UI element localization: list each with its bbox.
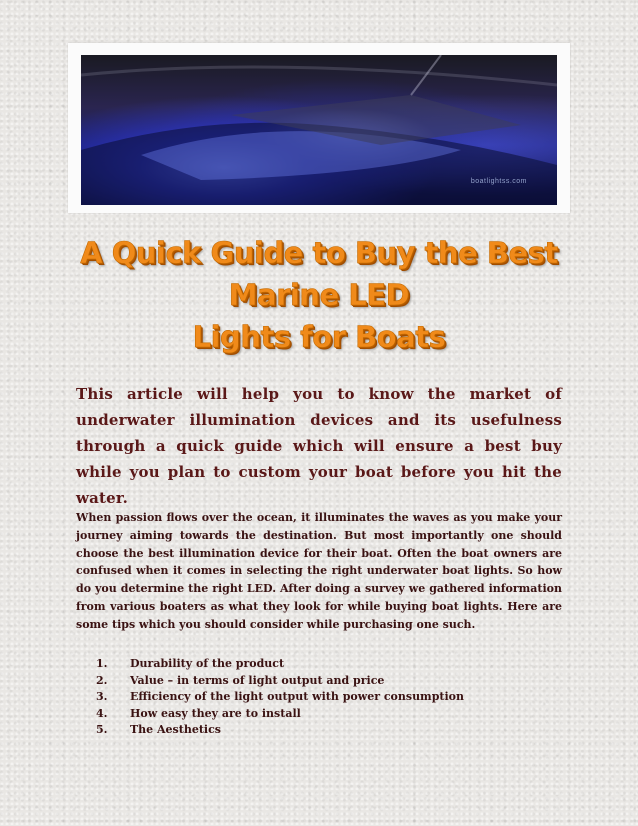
list-item-text: Durability of the product (130, 657, 285, 670)
list-item (96, 722, 464, 739)
list-item (96, 689, 464, 706)
list-item-number: 5. (96, 723, 108, 736)
list-item (96, 673, 464, 690)
body-paragraph: When passion flows over the ocean, it illuminates the waves as you make your journey aiming towards the destination. But most importantly one should choose the best illumination device for their boat. Often the boat owners are confused when it comes in selecting the right underwater boat lights. So how do you determine the right LED. After doing a survey we gathered information from various boaters as what they look for while buying boat lights. Here are some tips which you should consider while purchasing one such. (76, 511, 562, 631)
list-item-number: 1. (96, 657, 108, 670)
list-item-text: Value – in terms of light output and price (130, 673, 385, 687)
list-item-number: 4. (96, 706, 108, 720)
photo-watermark: boatlightss.com (470, 178, 527, 185)
tips-list (96, 656, 464, 739)
list-item-text: How easy they are to install (130, 706, 301, 720)
list-item-number: 2. (96, 673, 108, 687)
list-item-number: 3. (96, 690, 108, 703)
title-line-1: A Quick Guide to Buy the Best Marine LED (80, 236, 558, 312)
list-item-text: The Aesthetics (130, 723, 221, 736)
title-line-2: Lights for Boats (192, 320, 446, 354)
list-item (96, 656, 464, 673)
page-title (60, 232, 578, 358)
list-item-text: Efficiency of the light output with power consumption (130, 690, 464, 703)
boat-underwater-led-photo (81, 55, 557, 205)
intro-paragraph: This article will help you to know the market of underwater illumination devices and its usefulness through a quick guide which will ensure a best buy while you plan to custom your boat before you hit the water. (76, 385, 562, 507)
photo-frame (68, 43, 570, 213)
list-item (96, 706, 464, 723)
